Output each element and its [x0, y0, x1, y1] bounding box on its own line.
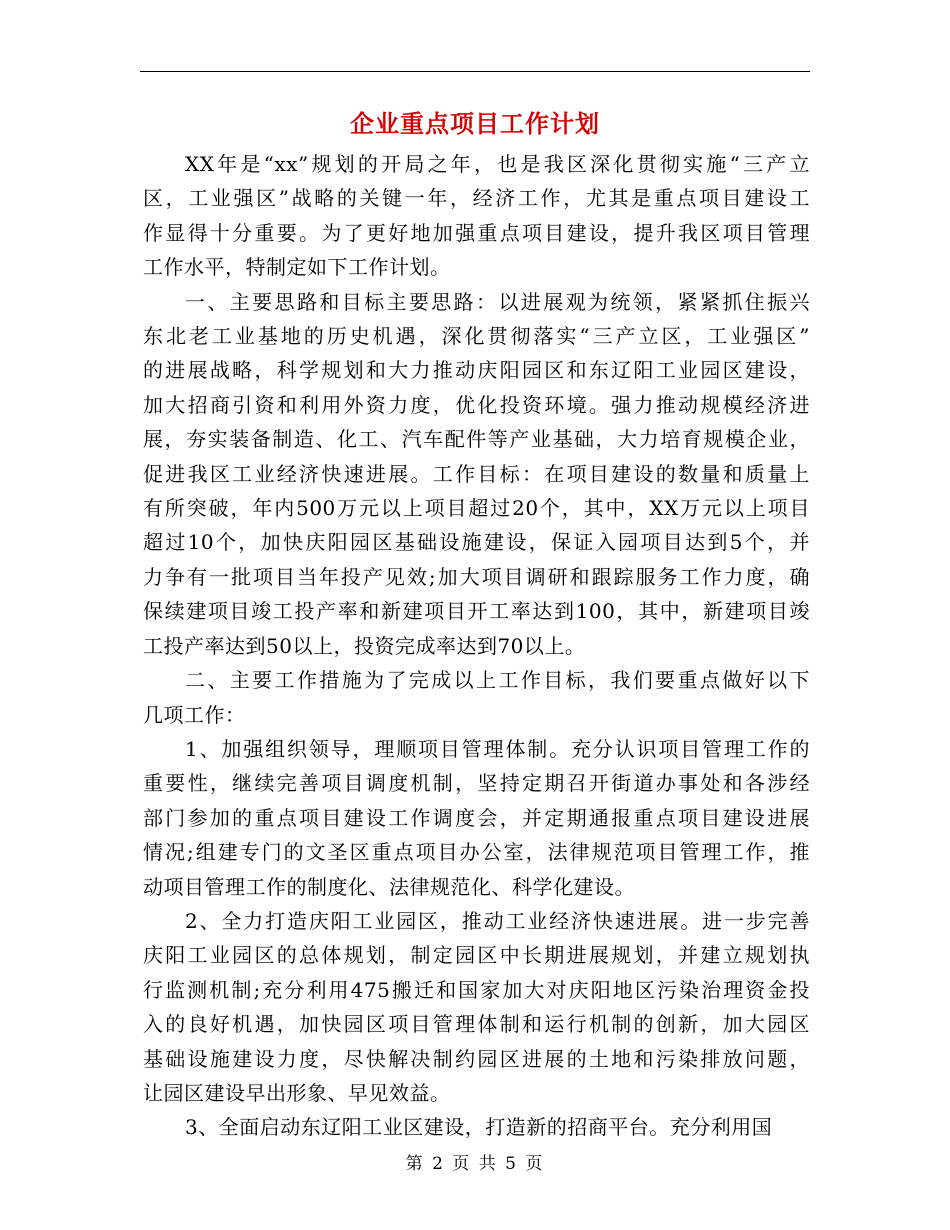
paragraph-line: 部门参加的重点项目建设工作调度会，并定期通报重点项目建设进展: [143, 805, 810, 830]
paragraph-line: 超过10个，加快庆阳园区基础设施建设，保证入园项目达到5个，并: [143, 530, 810, 555]
paragraph-line: 作显得十分重要。为了更好地加强重点项目建设，提升我区项目管理: [143, 220, 810, 245]
paragraph-line: 展，夯实装备制造、化工、汽车配件等产业基础，大力培育规模企业，: [143, 427, 810, 452]
paragraph: [143, 1110, 810, 1144]
paragraph-line: 让园区建设早出形象、早见效益。: [143, 1080, 451, 1105]
paragraph-line: 工作水平，特制定如下工作计划。: [143, 255, 451, 280]
paragraph: [143, 663, 810, 732]
paragraph-line: 一、主要思路和目标主要思路：以进展观为统领，紧紧抓住振兴: [185, 289, 810, 314]
paragraph-line: 2、全力打造庆阳工业园区，推动工业经济快速进展。进一步完善: [185, 908, 810, 933]
paragraph-line: 行监测机制;充分利用475搬迁和国家加大对庆阳地区污染治理资金投: [143, 977, 810, 1002]
paragraph-line: 保续建项目竣工投产率和新建项目开工率达到100，其中，新建项目竣: [143, 599, 810, 624]
paragraph-line: 3、全面启动东辽阳工业区建设，打造新的招商平台。充分利用国: [185, 1115, 773, 1140]
paragraph-line: 区，工业强区”战略的关键一年，经济工作，尤其是重点项目建设工: [143, 186, 810, 211]
paragraph-line: 力争有一批项目当年投产见效;加大项目调研和跟踪服务工作力度，确: [143, 564, 810, 589]
paragraph-line: 情况;组建专门的文圣区重点项目办公室，法律规范项目管理工作，推: [143, 840, 810, 865]
paragraph-line: 重要性，继续完善项目调度机制，坚持定期召开街道办事处和各涉经: [143, 771, 810, 796]
page-number-footer: 第 2 页 共 5 页: [405, 1154, 545, 1174]
paragraph: [143, 285, 810, 663]
paragraph-line: 基础设施建设力度，尽快解决制约园区进展的土地和污染排放问题，: [143, 1046, 810, 1071]
paragraph-line: 动项目管理工作的制度化、法律规范化、科学化建设。: [143, 874, 635, 899]
paragraph-line: 促进我区工业经济快速进展。工作目标：在项目建设的数量和质量上: [143, 461, 810, 486]
paragraph: [143, 732, 810, 904]
paragraph-line: 东北老工业基地的历史机遇，深化贯彻落实“三产立区，工业强区”: [143, 324, 810, 349]
paragraph: [143, 904, 810, 1110]
paragraph-line: 加大招商引资和利用外资力度，优化投资环境。强力推动规模经济进: [143, 392, 810, 417]
header-rule: [140, 71, 810, 72]
paragraph-line: 有所突破，年内500万元以上项目超过20个，其中，XX万元以上项目: [143, 496, 810, 521]
paragraph-line: 入的良好机遇，加快园区项目管理体制和运行机制的创新，加大园区: [143, 1012, 810, 1037]
document-body: [143, 147, 810, 1145]
paragraph-line: XX年是“xx”规划的开局之年，也是我区深化贯彻实施“三产立: [185, 152, 810, 176]
document-title: 企业重点项目工作计划: [350, 110, 600, 138]
paragraph-line: 工投产率达到50以上，投资完成率达到70以上。: [143, 633, 586, 658]
paragraph: [143, 147, 810, 285]
paragraph-line: 的进展战略，科学规划和大力推动庆阳园区和东辽阳工业园区建设，: [143, 358, 810, 383]
paragraph-line: 几项工作：: [143, 702, 246, 727]
paragraph-line: 庆阳工业园区的总体规划，制定园区中长期进展规划，并建立规划执: [143, 943, 810, 968]
paragraph-line: 二、主要工作措施为了完成以上工作目标，我们要重点做好以下: [185, 668, 810, 693]
paragraph-line: 1、加强组织领导，理顺项目管理体制。充分认识项目管理工作的: [185, 736, 810, 761]
